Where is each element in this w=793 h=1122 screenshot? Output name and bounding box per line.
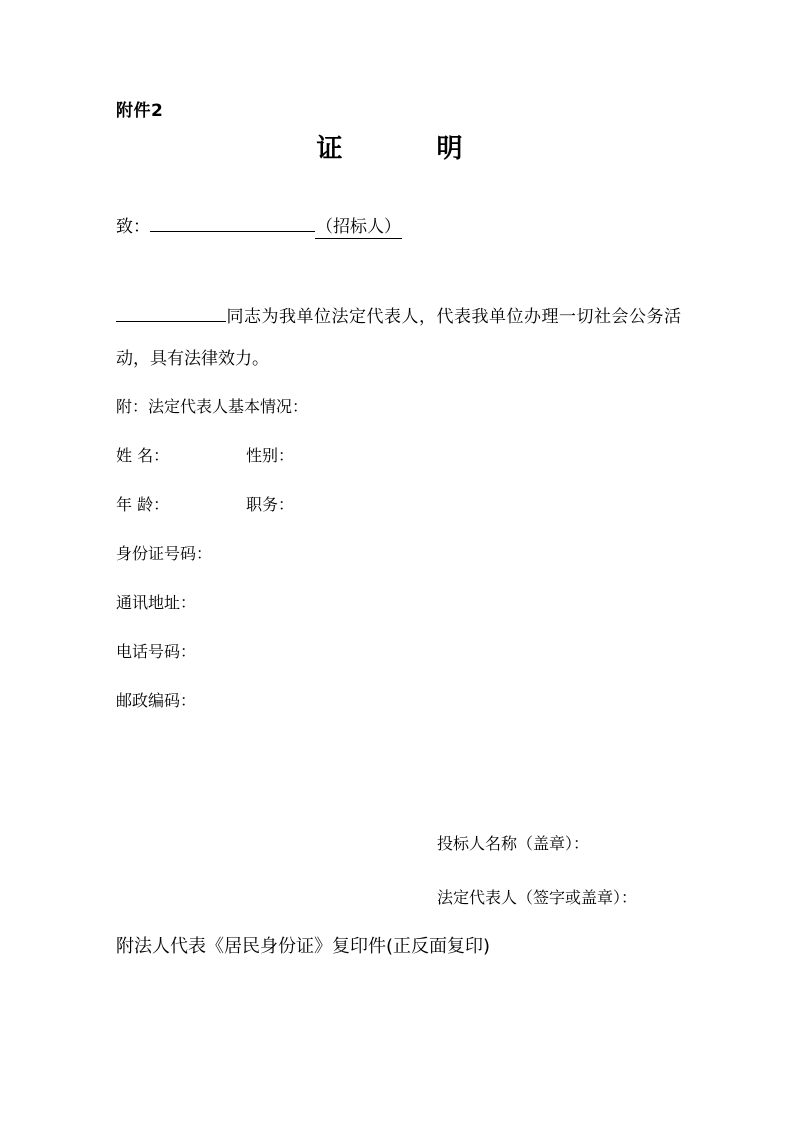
field-label-position: 职务： xyxy=(246,495,295,514)
field-row xyxy=(116,639,196,662)
addressee-prefix: 致： xyxy=(116,217,150,237)
addressee-suffix: （招标人） xyxy=(316,217,401,237)
page-title: 证 明 xyxy=(316,134,477,164)
body-paragraph-text: 同志为我单位法定代表人，代表我单位办理一切社会公务活动，具有法律效力。 xyxy=(116,307,681,369)
field-label-postcode: 邮政编码： xyxy=(116,691,197,710)
attachment-label: 附件2 xyxy=(116,101,164,121)
signature-legal-representative: 法定代表人（签字或盖章）： xyxy=(437,888,638,907)
field-label-name: 姓 名： xyxy=(116,446,170,465)
field-label-address: 通讯地址： xyxy=(116,593,197,612)
field-row xyxy=(116,541,212,564)
body-paragraph xyxy=(116,296,681,380)
footer-note: 附法人代表《居民身份证》复印件(正反面复印) xyxy=(116,936,491,957)
addressee-line xyxy=(116,212,402,237)
representative-name-blank-field[interactable] xyxy=(116,321,226,322)
field-label-gender: 性别： xyxy=(246,446,295,465)
field-label-age: 年 龄： xyxy=(116,495,170,514)
field-row xyxy=(116,443,295,466)
addressee-blank-field[interactable] xyxy=(150,231,315,232)
signature-bidder-name: 投标人名称（盖章）： xyxy=(437,834,590,853)
field-label-id-number: 身份证号码： xyxy=(116,544,213,563)
field-row xyxy=(116,492,295,515)
field-label-phone: 电话号码： xyxy=(116,642,197,661)
attachment-note: 附：法定代表人基本情况： xyxy=(116,397,309,416)
field-row xyxy=(116,688,196,711)
field-row xyxy=(116,590,196,613)
